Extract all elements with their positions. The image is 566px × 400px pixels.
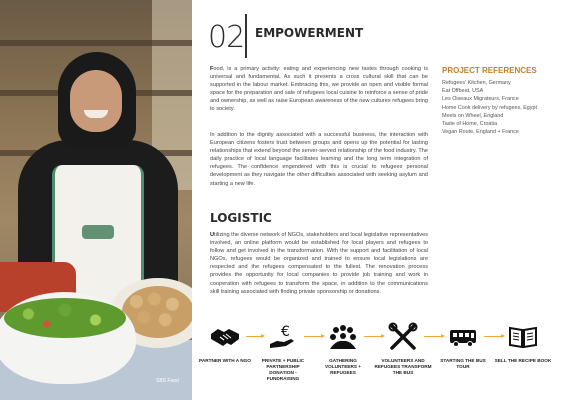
step-recipe-book: SELL THE RECIPE BOOK — [494, 322, 552, 364]
section-title: EMPOWERMENT — [255, 26, 364, 40]
step-gathering: GATHERING VOLUNTEERS + REFUGEES — [314, 322, 372, 376]
photo-credit: SBS Food — [156, 378, 179, 384]
logistic-paragraph: Utilizing the diverse network of NGOs, stakeholders and local legislative representatives involved, an online platform would be established for local players and refugees to follow and get involved in the transformation. With the support and facilitation of local NGOs, refugees would be organized and trained to ensure local legislations are respected and the refugees compensated to the fullest. The renovation process provides the opportunity for local companies to provide job training and work in cooperation with refugees to transform the space, in addition to the communications skill training associated with finding private sponsorship or donations. — [210, 232, 428, 295]
dignity-paragraph: In addition to the dignity associated with a successful business, the interaction with European citizens fosters trust between groups and opens up the potential for lasting relationships that extend beyond the server-served relationship of the food industry. The daily practice of local language facilitates learning and the long term integration of refugees. The confidence engendered with this is crucial to refugees personal development as they navigate the other difficulties associated with seeking asylum and starting a new life. — [210, 132, 428, 187]
reference-item: Vegan Route, England + France — [442, 129, 519, 136]
step-bus-tour: STARTING THE BUS TOUR — [434, 322, 492, 370]
intro-paragraph: Food, is a primary activity: eating and experiencing new tastes through cooking is universal and fundamental. As such it presents a cross cultural skill that can be supported in the labour market. Embracing this, we provide an open and visible formal space for the preparation and sale of refugees local cuisine to reinforce a sense of pride and ownership, as well as raise European awareness of the new cultures refugees bring to society. — [210, 66, 428, 113]
section-number: 02 — [208, 20, 245, 55]
reference-item: Home Cook delivery by refugees, Egypt — [442, 104, 537, 111]
bus-icon — [447, 322, 479, 352]
reference-item: Les Oiseaux Migrateurs, France — [442, 96, 519, 103]
salad-bowl-image — [4, 298, 126, 338]
handshake-icon — [209, 322, 241, 352]
reference-item: Taste of Home, Croatia — [442, 121, 498, 128]
step-partnership: € PRIVATE + PUBLIC PARTNERSHIP DONATION - FUNDRAISING — [261, 324, 305, 381]
svg-text:€: € — [281, 324, 290, 340]
chef-photo — [0, 0, 192, 400]
header-divider — [245, 14, 247, 58]
tools-icon — [387, 322, 419, 352]
people-group-icon — [327, 322, 359, 352]
reference-item: Meels on Wheel, England — [442, 112, 504, 119]
step-transform-bus: VOLUNTEERS AND REFUGEES TRANSFORM THE BUS — [374, 322, 432, 376]
references-list — [442, 79, 560, 136]
step-partner-ngo: PARTNER WITH A NGO — [196, 322, 254, 364]
book-icon — [507, 322, 539, 352]
euro-hand-icon — [267, 322, 299, 352]
reference-item: Eat Offbeat, USA — [442, 88, 484, 95]
references-title: PROJECT REFERENCES — [442, 66, 537, 75]
logistic-heading: LOGISTIC — [210, 211, 272, 225]
reference-item: Refugees' Kitchen, Germany — [442, 80, 511, 86]
